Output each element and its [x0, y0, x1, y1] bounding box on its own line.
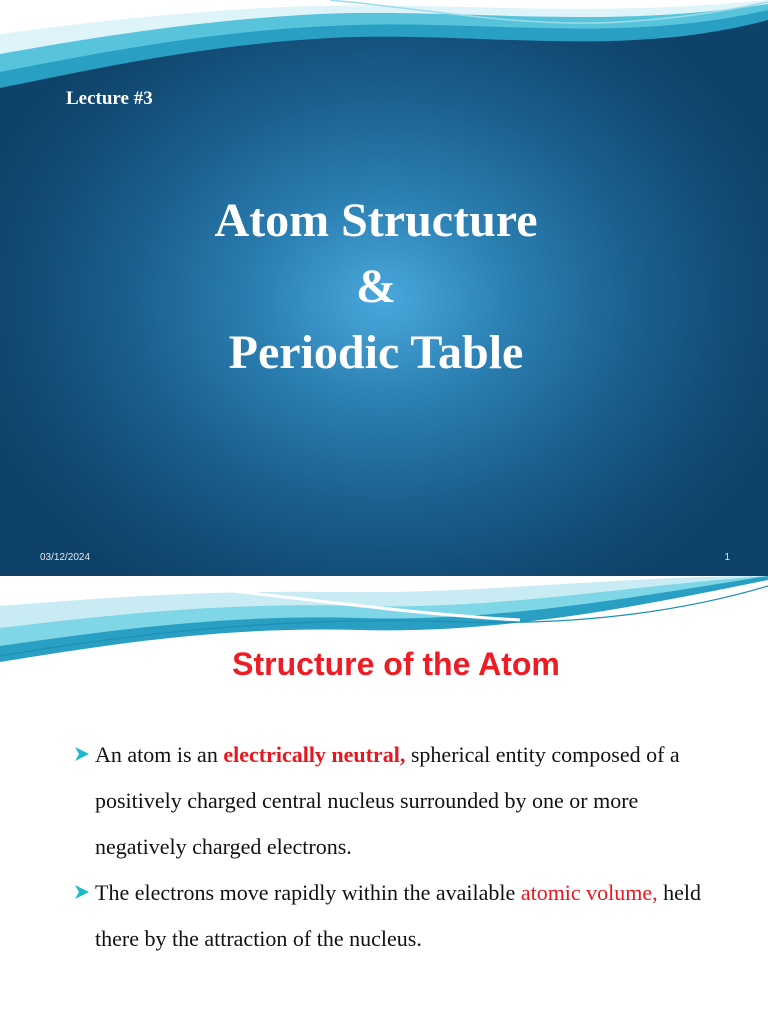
- lecture-number: Lecture #3: [66, 88, 153, 109]
- bullet-list: [72, 732, 732, 962]
- arrow-bullet-icon: [74, 884, 90, 900]
- slide-heading: Structure of the Atom: [232, 646, 560, 682]
- title-line-2: &: [356, 260, 396, 313]
- slide-page-number: 1: [724, 552, 730, 563]
- wave-decoration: [0, 0, 768, 90]
- slide-title: [0, 188, 752, 386]
- slide-2: [0, 576, 768, 1024]
- title-line-3: Periodic Table: [228, 326, 524, 379]
- bullet-1-text-b: spherical entity composed of a positively charged central nucleus surrounded by one or more negatively charged electrons.: [95, 742, 680, 859]
- bullet-2-text-a: The electrons move rapidly within the available: [95, 880, 521, 905]
- bullet-2-text-b: held there by the attraction of the nucleus.: [95, 880, 702, 951]
- title-line-1: Atom Structure: [214, 194, 538, 247]
- bullet-item-2: [72, 870, 732, 962]
- arrow-bullet-icon: [74, 746, 90, 762]
- bullet-1-highlight: electrically neutral,: [223, 742, 406, 767]
- bullet-1-text-a: An atom is an: [95, 742, 224, 767]
- bullet-item-1: [72, 732, 732, 870]
- bullet-2-highlight: atomic volume,: [520, 880, 658, 905]
- slide-date: 03/12/2024: [40, 552, 91, 563]
